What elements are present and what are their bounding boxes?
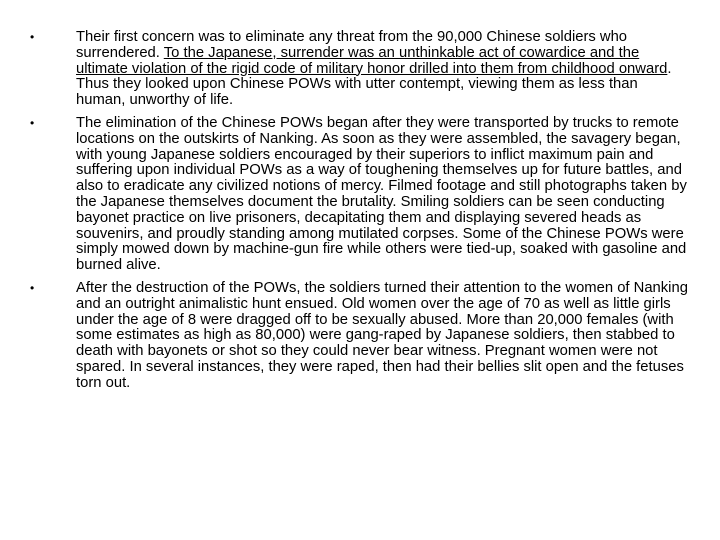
bullet-list [30,30,690,399]
bullet-text-1-after: . Thus they looked upon Chinese POWs with utter contempt, viewing them as less than human, unworthy of life. [76,60,672,109]
bullet-item-3 [30,281,690,392]
bullet-marker: • [30,280,35,295]
bullet-item-2 [30,116,690,274]
bullet-marker: • [30,30,35,44]
bullet-text-1-underlined: To the Japanese, surrender was an unthinkable act of cowardice and the ultimate violation of the rigid code of military honor drilled into them from childhood onward [76,44,668,77]
bullet-item-1 [30,30,690,109]
bullet-marker: • [30,115,35,130]
bullet-text-2: The elimination of the Chinese POWs began after they were transported by trucks to remote locations on the outskirts of Nanking. As soon as they were assembled, the savagery began, with young Japanese soldiers encouraged by their superiors to inflict maximum pain and suffering upon individual POWs as a way of toughening themselves up for future battles, and also to eradicate any civilized notions of mercy. Filmed footage and still photographs taken by the Japanese themselves document the brutality. Smiling soldiers can be seen conducting bayonet practice on live prisoners, decapitating them and displaying severed heads as souvenirs, and proudly standing among mutilated corpses. Some of the Chinese POWs were simply mowed down by machine-gun fire while others were tied-up, soaked with gasoline and burned alive. [76,114,687,274]
bullet-text-3: After the destruction of the POWs, the soldiers turned their attention to the women of Nanking and an outright animalistic hunt ensued. Old women over the age of 70 as well as little girls under the age of 8 were dragged off to be sexually abused. More than 20,000 females (with some estimates as high as 80,000) were gang-raped by Japanese soldiers, then stabbed to death with bayonets or shot so they could never bear witness. Pregnant women were not spared. In several instances, they were raped, then had their bellies slit open and the fetuses torn out. [76,279,688,391]
bullet-text-1-before: Their first concern was to eliminate any threat from the 90,000 Chinese soldiers who surrendered. [76,29,628,61]
